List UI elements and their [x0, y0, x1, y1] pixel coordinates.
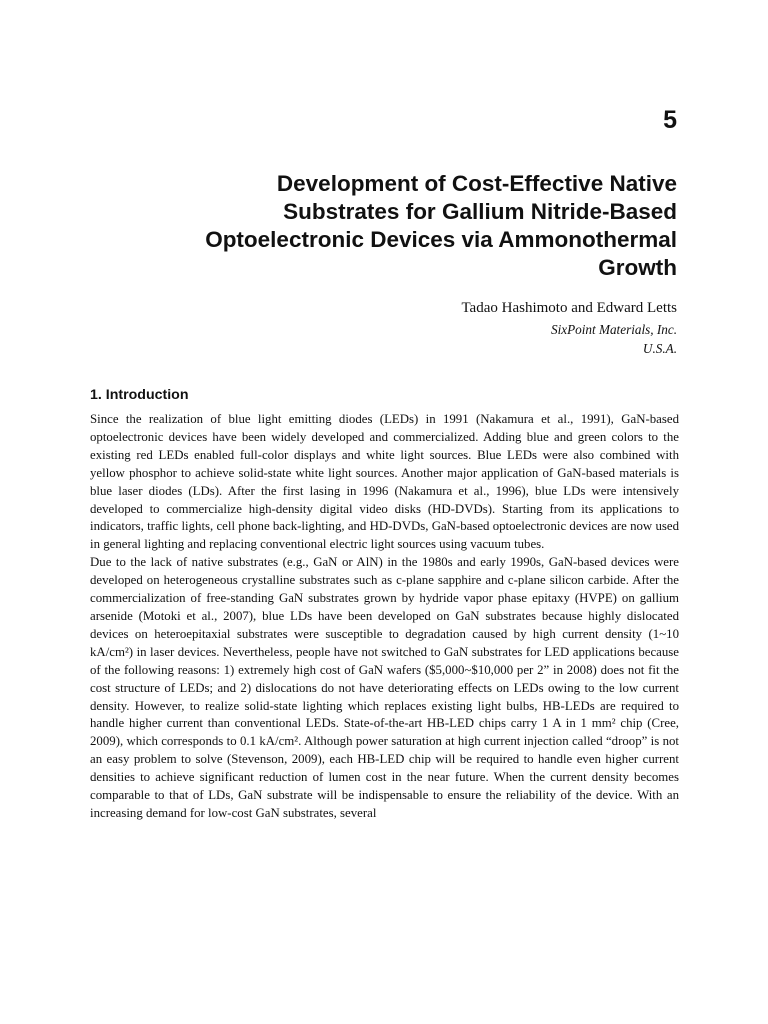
paragraph: Due to the lack of native substrates (e.g., GaN or AlN) in the 1980s and early 1990s, GaN-based devices were developed on heterogeneous crystalline substrates such as c-plane sapphire and c-plane silicon carbide. After the commercialization of free-standing GaN substrates grown by hydride vapor phase epitaxy (HVPE) on gallium arsenide (Motoki et al., 2007), blue LDs have been developed on GaN substrates because highly dislocated devices on heteroepitaxial substrates were susceptible to degradation caused by high current density (1~10 kA/cm²) in laser devices. Nevertheless, people have not switched to GaN substrates for LED applications because of the following reasons: 1) extremely high cost of GaN wafers ($5,000~$10,000 per 2” in 2008) does not fit the cost structure of LEDs; and 2) dislocations do not have deteriorating effects on LEDs owing to the low current density. However, to realize solid-state lighting which replaces existing light bulbs, HB-LEDs are required to handle higher current than conventional LEDs. State-of-the-art HB-LED chips carry 1 A in 1 mm² chip (Cree, 2009), which corresponds to 0.1 kA/cm². Although power saturation at high current injection called “droop” is not an easy problem to solve (Stevenson, 2009), each HB-LED chip will be required to handle even higher current densities to achieve significant reduction of lumen cost in the near future. When the current density becomes comparable to that of LDs, GaN substrate will be indispensable to ensure the reliability of the device. With an increasing demand for low-cost GaN substrates, several [90, 555, 679, 820]
chapter-title: Development of Cost-Effective Native Substrates for Gallium Nitride-Based Optoelectronic Devices via Ammonothermal Growth [205, 171, 677, 280]
affiliation: SixPoint Materials, Inc. [551, 322, 677, 337]
chapter-number: 5 [663, 106, 677, 134]
section-heading: 1. Introduction [90, 387, 189, 403]
authors: Tadao Hashimoto and Edward Letts [461, 300, 677, 316]
affiliation-block [551, 320, 677, 358]
country: U.S.A. [642, 341, 677, 356]
body-text [90, 411, 679, 823]
paragraph: Since the realization of blue light emitting diodes (LEDs) in 1991 (Nakamura et al., 1991), GaN-based optoelectronic devices have been widely developed and commercialized. Adding blue and green colors to the existing red LEDs enabled full-color displays and white light sources. Blue LEDs were also combined with yellow phosphor to achieve solid-state white light sources. Another major application of GaN-based materials is blue laser diodes (LDs). After the first lasing in 1996 (Nakamura et al., 1996), blue LDs were intensively developed to commercialize high-density digital video disks (HD-DVDs). Starting from its applications to indicators, traffic lights, cell phone back-lighting, and HD-DVDs, GaN-based optoelectronic devices are now used in general lighting and replacing conventional electric light sources using vacuum tubes. [90, 412, 679, 552]
